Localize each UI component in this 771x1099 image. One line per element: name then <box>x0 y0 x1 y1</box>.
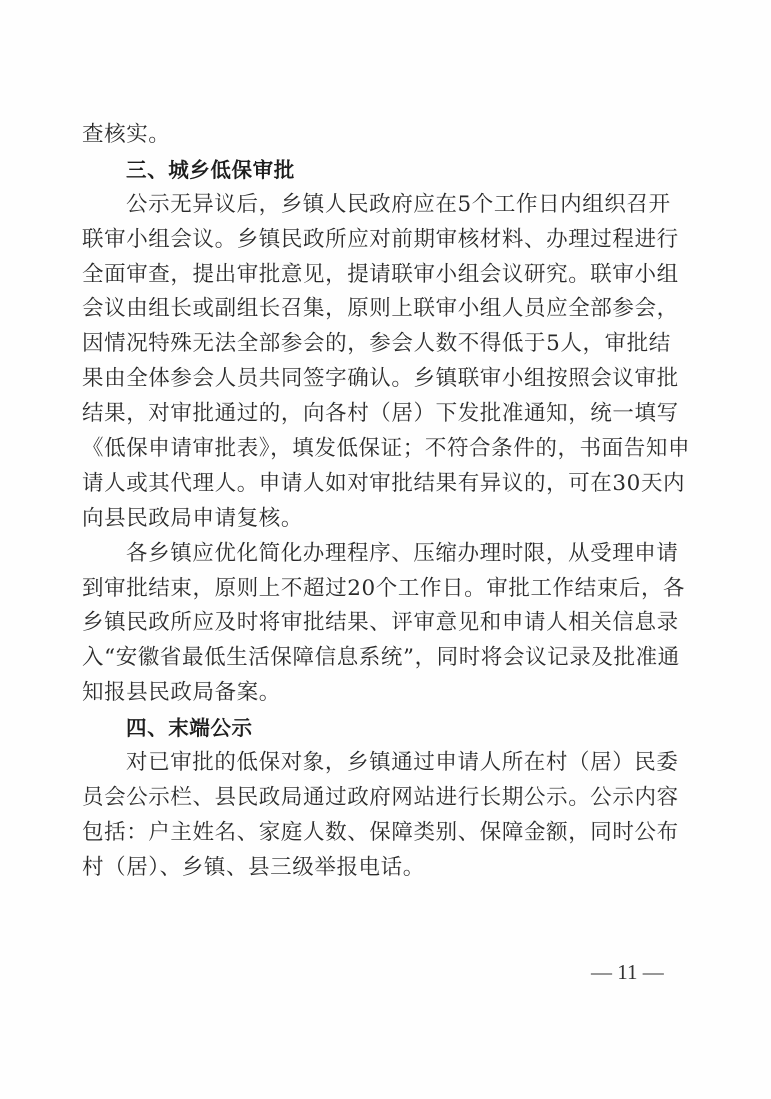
paragraph-continuation-line: 查核实。 <box>82 122 171 147</box>
paragraph-line: 入“安徽省最低生活保障信息系统”，同时将会议记录及批准通 <box>82 645 680 671</box>
paragraph-line: 员会公示栏、县民政局通过政府网站进行长期公示。公示内容 <box>82 784 679 810</box>
paragraph-line: 乡镇民政所应及时将审批结果、评审意见和申请人相关信息录 <box>82 610 679 636</box>
paragraph-line: 《低保申请审批表》，填发低保证；不符合条件的，书面告知申 <box>82 436 691 462</box>
section-heading-approval: 三、城乡低保审批 <box>126 157 295 182</box>
page-number: — 11 — <box>591 960 664 984</box>
paragraph-line: 向县民政局申请复核。 <box>82 505 304 531</box>
paragraph-line: 联审小组会议。乡镇民政所应对前期审核材料、办理过程进行 <box>82 226 679 252</box>
paragraph-line: 结果，对审批通过的，向各村（居）下发批准通知，统一填写 <box>82 401 679 427</box>
paragraph-line: 各乡镇应优化简化办理程序、压缩办理时限，从受理申请 <box>126 540 679 566</box>
paragraph-line: 包括：户主姓名、家庭人数、保障类别、保障金额，同时公布 <box>82 819 679 845</box>
paragraph-line: 果由全体参会人员共同签字确认。乡镇联审小组按照会议审批 <box>82 366 679 392</box>
paragraph-line: 对已审批的低保对象，乡镇通过申请人所在村（居）民委 <box>126 750 679 776</box>
paragraph-line: 请人或其代理人。申请人如对审批结果有异议的，可在30天内 <box>82 470 686 496</box>
paragraph-line: 全面审查，提出审批意见，提请联审小组会议研究。联审小组 <box>82 261 679 287</box>
paragraph-line: 知报县民政局备案。 <box>82 680 281 706</box>
section-heading-publicity: 四、末端公示 <box>126 716 253 741</box>
paragraph-line: 公示无异议后，乡镇人民政府应在5个工作日内组织召开 <box>126 191 671 217</box>
paragraph-line: 村（居）、乡镇、县三级举报电话。 <box>82 854 425 880</box>
paragraph-line: 到审批结束，原则上不超过20个工作日。审批工作结束后，各 <box>82 575 686 601</box>
paragraph-line: 会议由组长或副组长召集，原则上联审小组人员应全部参会， <box>82 296 679 322</box>
paragraph-line: 因情况特殊无法全部参会的，参会人数不得低于5人，审批结 <box>82 331 671 357</box>
document-body <box>82 118 691 886</box>
